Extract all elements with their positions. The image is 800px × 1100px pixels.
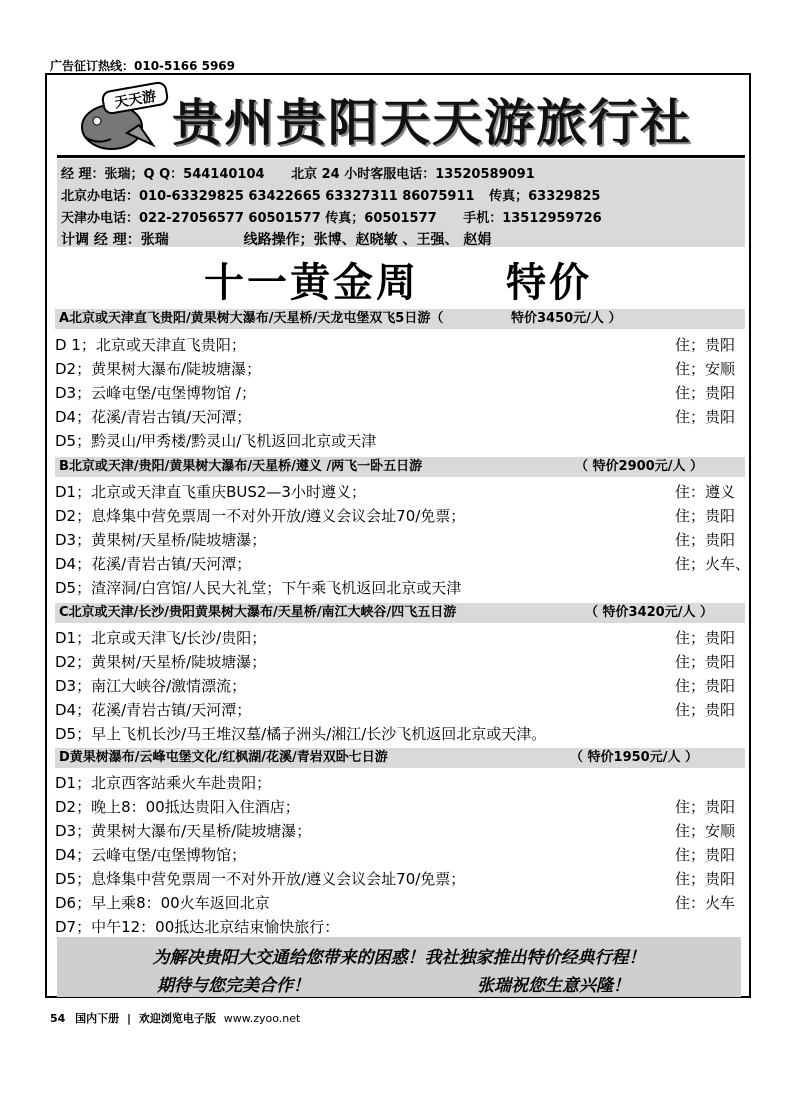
- day-stay: 住；贵阳: [675, 677, 736, 695]
- day-stay: 住；贵阳: [675, 408, 736, 426]
- day-desc: D5；息烽集中营免票周一不对外开放/遵义会议会址70/免票；: [55, 870, 466, 888]
- day-desc: D2；黄果树/天星桥/陡坡塘瀑；: [55, 653, 267, 671]
- logo-mascot-icon: [67, 81, 177, 153]
- contact-line-3: [61, 207, 602, 226]
- route-title: A北京或天津直飞贵阳/黄果树大瀑布/天星桥/天龙屯堡双飞5日游（: [59, 311, 444, 326]
- day-desc: D6；早上乘8：00火车返回北京: [55, 894, 270, 912]
- day-desc: D7；中午12：00抵达北京结束愉快旅行：: [55, 918, 340, 936]
- route-header: [55, 603, 745, 623]
- day-stay: 住；贵阳: [675, 531, 736, 549]
- itinerary-day: [55, 626, 745, 650]
- day-stay: 住；贵阳: [675, 798, 736, 816]
- day-desc: D4；花溪/青岩古镇/天河潭；: [55, 701, 252, 719]
- route-price: （ 特价3420元/人 ）: [585, 605, 713, 620]
- itinerary-day: [55, 819, 745, 843]
- section-name: 国内下册: [75, 1012, 120, 1025]
- day-desc: D3；云峰屯堡/屯堡博物馆 /；: [55, 384, 256, 402]
- beijing-fax: 传真；63329825: [489, 189, 601, 204]
- day-stay: 住：遵义: [675, 483, 736, 501]
- day-desc: D3；南江大峡谷/激情漂流；: [55, 677, 247, 695]
- beijing-office-phones: 北京办电话：010-63329825 63422665 63327311 86075911: [61, 189, 475, 204]
- page-footer: [50, 1010, 300, 1026]
- day-stay: 住；贵阳: [675, 507, 736, 525]
- logo-text: 天天游: [113, 88, 158, 112]
- itinerary-day: [55, 504, 745, 528]
- day-desc: D4；花溪/青岩古镇/天河潭；: [55, 555, 252, 573]
- footer-wishes: 张瑞祝您生意兴隆！: [477, 976, 630, 996]
- day-stay: 住；贵阳: [675, 846, 736, 864]
- itinerary-day: [55, 357, 745, 381]
- itinerary-day: [55, 650, 745, 674]
- mobile-number: 手机：13512959726: [463, 211, 602, 226]
- day-stay: 住；贵阳: [675, 870, 736, 888]
- day-desc: D2；息烽集中营免票周一不对外开放/遵义会议会址70/免票；: [55, 507, 466, 525]
- day-desc: D4；云峰屯堡/屯堡博物馆；: [55, 846, 247, 864]
- day-stay: 住；贵阳: [675, 701, 736, 719]
- header-divider: [57, 155, 745, 158]
- day-stay: 住；火车、: [675, 555, 751, 573]
- itinerary-day: [55, 405, 745, 429]
- header: [47, 75, 749, 157]
- route-header: [55, 457, 745, 477]
- contact-line-4: [61, 229, 491, 249]
- day-stay: 住；贵阳: [675, 336, 736, 354]
- footer-slogan: 为解决贵阳大交通给您带来的困惑！我社独家推出特价经典行程！: [152, 948, 646, 968]
- contact-panel: [57, 159, 745, 247]
- banner-title: 十一黄金周: [204, 260, 420, 306]
- itinerary-day: [55, 722, 745, 746]
- ad-frame: [45, 73, 751, 998]
- itinerary-day: [55, 674, 745, 698]
- itinerary-day: [55, 480, 745, 504]
- day-desc: D 1；北京或天津直飞贵阳；: [55, 336, 246, 354]
- footer-slogan-text: 欢迎浏览电子版: [138, 1012, 216, 1025]
- route-title: D黄果树瀑布/云峰屯堡文化/红枫湖/花溪/青岩双卧七日游: [59, 750, 388, 765]
- itinerary-day: [55, 528, 745, 552]
- day-desc: D1；北京西客站乘火车赴贵阳；: [55, 774, 272, 792]
- company-name: 贵州贵阳天天游旅行社: [172, 94, 692, 152]
- itinerary-day: [55, 867, 745, 891]
- day-desc: D5；渣滓洞/白宫馆/人民大礼堂；下午乘飞机返回北京或天津: [55, 579, 462, 597]
- itinerary-day: [55, 915, 745, 939]
- operators-info: 线路操作；张博、赵晓敏 、王强、 赵娟: [243, 232, 492, 248]
- day-desc: D5；早上飞机长沙/马王堆汉墓/橘子洲头/湘江/长沙飞机返回北京或天津。: [55, 725, 547, 743]
- day-stay: 住；安顺: [675, 822, 736, 840]
- promo-banner: [47, 251, 749, 308]
- ad-hotline: 广告征订热线：010-5166 5969: [50, 59, 236, 73]
- day-desc: D1；北京或天津直飞重庆BUS2—3小时遵义；: [55, 483, 366, 501]
- route-header: [55, 309, 745, 329]
- itinerary-day: [55, 333, 745, 357]
- banner-subtitle: 特价: [505, 260, 592, 306]
- day-desc: D3；黄果树/天星桥/陡坡塘瀑；: [55, 531, 267, 549]
- footer-cooperation: 期待与您完美合作！: [157, 976, 310, 996]
- route-price: （ 特价1950元/人 ）: [570, 750, 698, 765]
- planner-info: 计调 经 理：张瑞: [61, 232, 169, 248]
- day-desc: D4；花溪/青岩古镇/天河潭；: [55, 408, 252, 426]
- route-header: [55, 748, 745, 768]
- contact-line-2: [61, 185, 600, 204]
- itinerary-day: [55, 795, 745, 819]
- itinerary-day: [55, 843, 745, 867]
- itinerary-day: [55, 552, 751, 576]
- day-desc: D2；黄果树大瀑布/陡坡塘瀑；: [55, 360, 262, 378]
- route-title: B北京或天津/贵阳/黄果树大瀑布/天星桥/遵义 /两飞一卧五日游: [59, 459, 423, 474]
- contact-line-1: [61, 163, 535, 182]
- day-desc: D1；北京或天津飞/长沙/贵阳；: [55, 629, 267, 647]
- day-stay: 住；贵阳: [675, 629, 736, 647]
- page-number: 54: [50, 1012, 66, 1025]
- itinerary-day: [55, 698, 745, 722]
- day-stay: 住；贵阳: [675, 653, 736, 671]
- footer-banner: [57, 937, 741, 997]
- route-price: 特价3450元/人 ）: [511, 311, 622, 326]
- footer-divider: |: [127, 1012, 132, 1025]
- itinerary-day: [55, 429, 745, 453]
- itinerary-day: [55, 771, 745, 795]
- day-desc: D2；晚上8：00抵达贵阳入住酒店；: [55, 798, 300, 816]
- day-desc: D3；黄果树大瀑布/天星桥/陡坡塘瀑；: [55, 822, 312, 840]
- website-url: www.zyoo.net: [223, 1012, 301, 1025]
- manager-info: 经 理：张瑞；Q Q：544140104: [61, 167, 265, 182]
- itinerary-day: [55, 576, 745, 600]
- itinerary-day: [55, 381, 745, 405]
- day-stay: 住；安顺: [675, 360, 736, 378]
- day-stay: 住：火车: [675, 894, 736, 912]
- route-title: C北京或天津/长沙/贵阳黄果树大瀑布/天星桥/南江大峡谷/四飞五日游: [59, 605, 457, 620]
- day-desc: D5；黔灵山/甲秀楼/黔灵山/飞机返回北京或天津: [55, 432, 377, 450]
- route-price: （ 特价2900元/人 ）: [575, 459, 703, 474]
- itinerary-day: [55, 891, 745, 915]
- day-stay: 住；贵阳: [675, 384, 736, 402]
- beijing-hotline: 北京 24 小时客服电话：13520589091: [291, 167, 535, 182]
- tianjin-office-phones: 天津办电话：022-27056577 60501577 传真；60501577: [61, 211, 437, 226]
